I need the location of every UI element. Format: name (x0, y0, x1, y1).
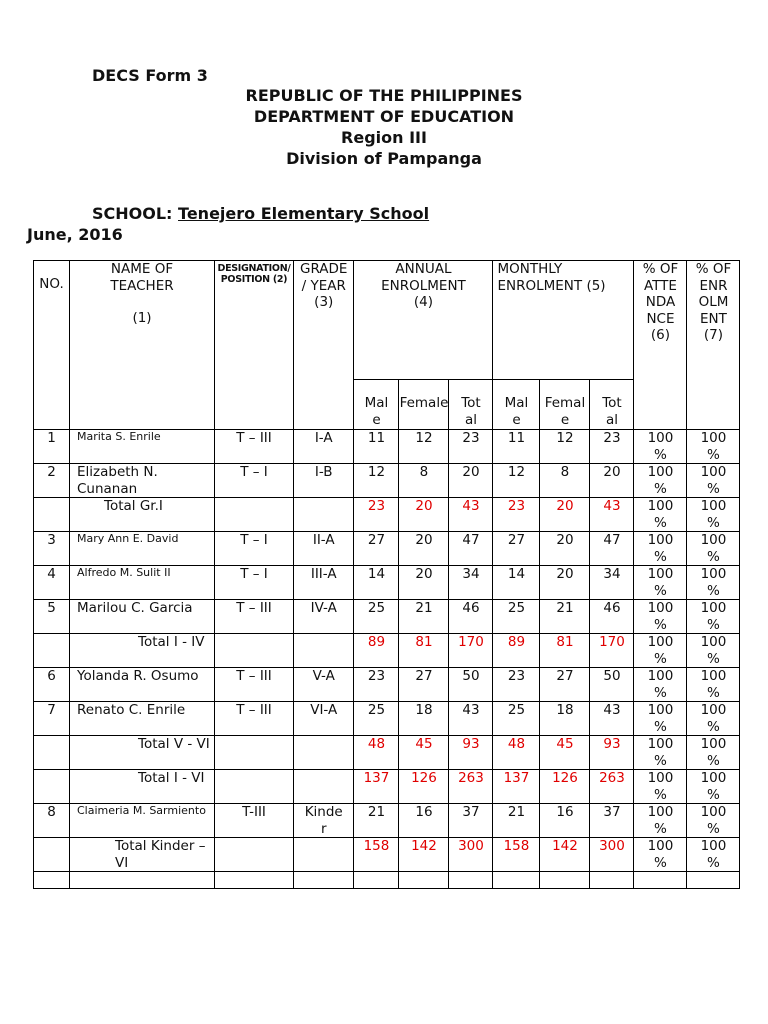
empty-cell (294, 872, 354, 889)
cell-monthly-total: 23 (590, 430, 634, 464)
cell-grade: II-A (294, 532, 354, 566)
report-date: June, 2016 (27, 225, 123, 244)
cell-annual-male: 48 (354, 736, 399, 770)
empty-cell (399, 872, 449, 889)
cell-no: 3 (34, 532, 70, 566)
cell-annual-male: 25 (354, 702, 399, 736)
empty-cell (449, 872, 493, 889)
col-header-annual-male: Male (354, 380, 399, 430)
cell-attendance-pct: 100 % (634, 702, 687, 736)
cell-enrolment-pct: 100 % (687, 566, 740, 600)
cell-designation (215, 838, 294, 872)
cell-grade: I-B (294, 464, 354, 498)
cell-monthly-total: 43 (590, 498, 634, 532)
cell-annual-male: 12 (354, 464, 399, 498)
cell-teacher-name: Alfredo M. Sulit II (70, 566, 215, 600)
cell-monthly-male: 21 (493, 804, 540, 838)
empty-cell (634, 872, 687, 889)
teacher-row (34, 668, 740, 702)
cell-monthly-male: 158 (493, 838, 540, 872)
cell-annual-female: 142 (399, 838, 449, 872)
cell-monthly-male: 25 (493, 600, 540, 634)
cell-annual-female: 126 (399, 770, 449, 804)
cell-annual-female: 20 (399, 566, 449, 600)
cell-enrolment-pct: 100 % (687, 736, 740, 770)
cell-monthly-total: 93 (590, 736, 634, 770)
cell-enrolment-pct: 100 % (687, 668, 740, 702)
col-header-teacher (70, 261, 215, 430)
cell-teacher-name: Mary Ann E. David (70, 532, 215, 566)
cell-annual-male: 137 (354, 770, 399, 804)
teacher-row (34, 464, 740, 498)
col-header-annual-female: Female (399, 380, 449, 430)
cell-annual-female: 21 (399, 600, 449, 634)
school-name: Tenejero Elementary School (178, 204, 430, 223)
teacher-header-label: NAME OF TEACHER (110, 261, 174, 294)
cell-grade (294, 634, 354, 668)
cell-attendance-pct: 100 % (634, 736, 687, 770)
cell-designation (215, 498, 294, 532)
teacher-header-num: (1) (132, 310, 152, 326)
cell-no (34, 838, 70, 872)
cell-teacher-name: Total Kinder – VI (70, 838, 215, 872)
cell-grade (294, 736, 354, 770)
cell-monthly-total: 50 (590, 668, 634, 702)
cell-annual-female: 18 (399, 702, 449, 736)
total-row (34, 498, 740, 532)
cell-grade: VI-A (294, 702, 354, 736)
cell-no: 7 (34, 702, 70, 736)
cell-annual-total: 170 (449, 634, 493, 668)
cell-monthly-female: 27 (540, 668, 590, 702)
cell-attendance-pct: 100 % (634, 770, 687, 804)
cell-enrolment-pct: 100 % (687, 430, 740, 464)
cell-enrolment-pct: 100 % (687, 498, 740, 532)
cell-teacher-name: Total I - IV (70, 634, 215, 668)
cell-annual-total: 34 (449, 566, 493, 600)
cell-enrolment-pct: 100 % (687, 532, 740, 566)
cell-monthly-male: 89 (493, 634, 540, 668)
cell-monthly-female: 18 (540, 702, 590, 736)
empty-cell (354, 872, 399, 889)
cell-monthly-male: 25 (493, 702, 540, 736)
cell-monthly-total: 34 (590, 566, 634, 600)
cell-no (34, 770, 70, 804)
cell-attendance-pct: 100 % (634, 566, 687, 600)
cell-designation: T – I (215, 464, 294, 498)
cell-grade: Kinder (294, 804, 354, 838)
cell-annual-male: 23 (354, 668, 399, 702)
cell-monthly-male: 14 (493, 566, 540, 600)
cell-designation (215, 770, 294, 804)
cell-enrolment-pct: 100 % (687, 770, 740, 804)
cell-annual-total: 43 (449, 498, 493, 532)
total-row (34, 770, 740, 804)
cell-designation: T – III (215, 430, 294, 464)
empty-cell (493, 872, 540, 889)
cell-annual-total: 20 (449, 464, 493, 498)
cell-monthly-female: 12 (540, 430, 590, 464)
cell-annual-total: 46 (449, 600, 493, 634)
cell-teacher-name: Claimeria M. Sarmiento (70, 804, 215, 838)
cell-annual-male: 27 (354, 532, 399, 566)
cell-grade (294, 770, 354, 804)
cell-monthly-total: 47 (590, 532, 634, 566)
cell-no (34, 498, 70, 532)
cell-attendance-pct: 100 % (634, 430, 687, 464)
cell-annual-male: 14 (354, 566, 399, 600)
cell-designation: T – III (215, 668, 294, 702)
cell-monthly-male: 11 (493, 430, 540, 464)
cell-monthly-total: 37 (590, 804, 634, 838)
cell-no: 8 (34, 804, 70, 838)
cell-monthly-total: 170 (590, 634, 634, 668)
empty-cell (540, 872, 590, 889)
cell-monthly-total: 20 (590, 464, 634, 498)
cell-teacher-name: Elizabeth N. Cunanan (70, 464, 215, 498)
cell-no: 4 (34, 566, 70, 600)
cell-monthly-female: 8 (540, 464, 590, 498)
cell-annual-female: 27 (399, 668, 449, 702)
cell-enrolment-pct: 100 % (687, 804, 740, 838)
school-label: SCHOOL: (92, 204, 173, 223)
header-line-3: Region III (341, 128, 427, 147)
cell-monthly-total: 300 (590, 838, 634, 872)
col-header-annual: ANNUAL ENROLMENT (4) (354, 261, 493, 380)
cell-monthly-male: 48 (493, 736, 540, 770)
cell-no: 6 (34, 668, 70, 702)
col-header-monthly-female: Female (540, 380, 590, 430)
header-line-2: DEPARTMENT OF EDUCATION (253, 107, 515, 126)
enrolment-table (33, 260, 740, 889)
cell-designation (215, 634, 294, 668)
cell-teacher-name: Yolanda R. Osumo (70, 668, 215, 702)
cell-annual-total: 47 (449, 532, 493, 566)
cell-monthly-female: 20 (540, 566, 590, 600)
cell-designation: T-III (215, 804, 294, 838)
cell-attendance-pct: 100 % (634, 464, 687, 498)
col-header-annual-total: Total (449, 380, 493, 430)
col-header-enrolment: % OF ENROLMENT (7) (687, 261, 740, 430)
cell-monthly-male: 137 (493, 770, 540, 804)
cell-designation: T – I (215, 566, 294, 600)
cell-monthly-total: 263 (590, 770, 634, 804)
cell-teacher-name: Total V - VI (70, 736, 215, 770)
cell-monthly-female: 20 (540, 498, 590, 532)
cell-annual-female: 20 (399, 498, 449, 532)
cell-grade: IV-A (294, 600, 354, 634)
teacher-row (34, 532, 740, 566)
cell-monthly-male: 12 (493, 464, 540, 498)
cell-attendance-pct: 100 % (634, 498, 687, 532)
cell-attendance-pct: 100 % (634, 804, 687, 838)
cell-annual-female: 16 (399, 804, 449, 838)
total-row (34, 736, 740, 770)
cell-grade: I-A (294, 430, 354, 464)
cell-annual-male: 89 (354, 634, 399, 668)
cell-annual-total: 37 (449, 804, 493, 838)
empty-cell (590, 872, 634, 889)
cell-annual-total: 93 (449, 736, 493, 770)
cell-annual-total: 300 (449, 838, 493, 872)
cell-monthly-female: 16 (540, 804, 590, 838)
cell-monthly-female: 81 (540, 634, 590, 668)
cell-annual-total: 23 (449, 430, 493, 464)
cell-teacher-name: Marita S. Enrile (70, 430, 215, 464)
cell-no (34, 634, 70, 668)
form-label: DECS Form 3 (92, 66, 208, 85)
cell-annual-female: 8 (399, 464, 449, 498)
cell-enrolment-pct: 100 % (687, 464, 740, 498)
cell-monthly-female: 126 (540, 770, 590, 804)
cell-annual-male: 25 (354, 600, 399, 634)
cell-annual-female: 20 (399, 532, 449, 566)
cell-monthly-female: 20 (540, 532, 590, 566)
cell-attendance-pct: 100 % (634, 600, 687, 634)
col-header-monthly-male: Male (493, 380, 540, 430)
cell-teacher-name: Marilou C. Garcia (70, 600, 215, 634)
cell-grade: V-A (294, 668, 354, 702)
cell-attendance-pct: 100 % (634, 634, 687, 668)
cell-designation: T – III (215, 600, 294, 634)
col-header-monthly: MONTHLY ENROLMENT (5) (493, 261, 634, 380)
cell-annual-total: 43 (449, 702, 493, 736)
header-line-4: Division of Pampanga (286, 149, 482, 168)
empty-cell (70, 872, 215, 889)
cell-monthly-female: 45 (540, 736, 590, 770)
cell-monthly-total: 43 (590, 702, 634, 736)
cell-annual-female: 81 (399, 634, 449, 668)
cell-grade (294, 498, 354, 532)
empty-cell (687, 872, 740, 889)
cell-monthly-female: 142 (540, 838, 590, 872)
cell-designation: T – I (215, 532, 294, 566)
cell-attendance-pct: 100 % (634, 668, 687, 702)
teacher-row (34, 600, 740, 634)
total-row (34, 838, 740, 872)
total-row (34, 634, 740, 668)
cell-monthly-male: 27 (493, 532, 540, 566)
cell-monthly-male: 23 (493, 498, 540, 532)
teacher-row (34, 804, 740, 838)
cell-designation: T – III (215, 702, 294, 736)
cell-annual-female: 45 (399, 736, 449, 770)
cell-no: 2 (34, 464, 70, 498)
teacher-row (34, 430, 740, 464)
cell-enrolment-pct: 100 % (687, 702, 740, 736)
cell-enrolment-pct: 100 % (687, 634, 740, 668)
cell-enrolment-pct: 100 % (687, 838, 740, 872)
col-header-designation: DESIGNATION/ POSITION (2) (215, 261, 294, 430)
cell-teacher-name: Renato C. Enrile (70, 702, 215, 736)
cell-teacher-name: Total I - VI (70, 770, 215, 804)
cell-annual-male: 11 (354, 430, 399, 464)
empty-row (34, 872, 740, 889)
col-header-monthly-total: Total (590, 380, 634, 430)
cell-monthly-male: 23 (493, 668, 540, 702)
cell-monthly-female: 21 (540, 600, 590, 634)
empty-cell (34, 872, 70, 889)
cell-grade: III-A (294, 566, 354, 600)
cell-grade (294, 838, 354, 872)
col-header-no: NO. (34, 261, 70, 430)
cell-monthly-total: 46 (590, 600, 634, 634)
header-line-1: REPUBLIC OF THE PHILIPPINES (245, 86, 523, 105)
cell-no: 1 (34, 430, 70, 464)
cell-teacher-name: Total Gr.I (70, 498, 215, 532)
cell-annual-female: 12 (399, 430, 449, 464)
cell-enrolment-pct: 100 % (687, 600, 740, 634)
cell-annual-male: 158 (354, 838, 399, 872)
cell-no (34, 736, 70, 770)
school-line (92, 204, 429, 223)
cell-annual-male: 23 (354, 498, 399, 532)
cell-annual-total: 50 (449, 668, 493, 702)
col-header-grade: GRADE / YEAR (3) (294, 261, 354, 430)
cell-annual-total: 263 (449, 770, 493, 804)
cell-designation (215, 736, 294, 770)
cell-annual-male: 21 (354, 804, 399, 838)
empty-cell (215, 872, 294, 889)
col-header-attendance: % OF ATTENDANCE (6) (634, 261, 687, 430)
teacher-row (34, 566, 740, 600)
cell-attendance-pct: 100 % (634, 532, 687, 566)
cell-no: 5 (34, 600, 70, 634)
teacher-row (34, 702, 740, 736)
cell-attendance-pct: 100 % (634, 838, 687, 872)
